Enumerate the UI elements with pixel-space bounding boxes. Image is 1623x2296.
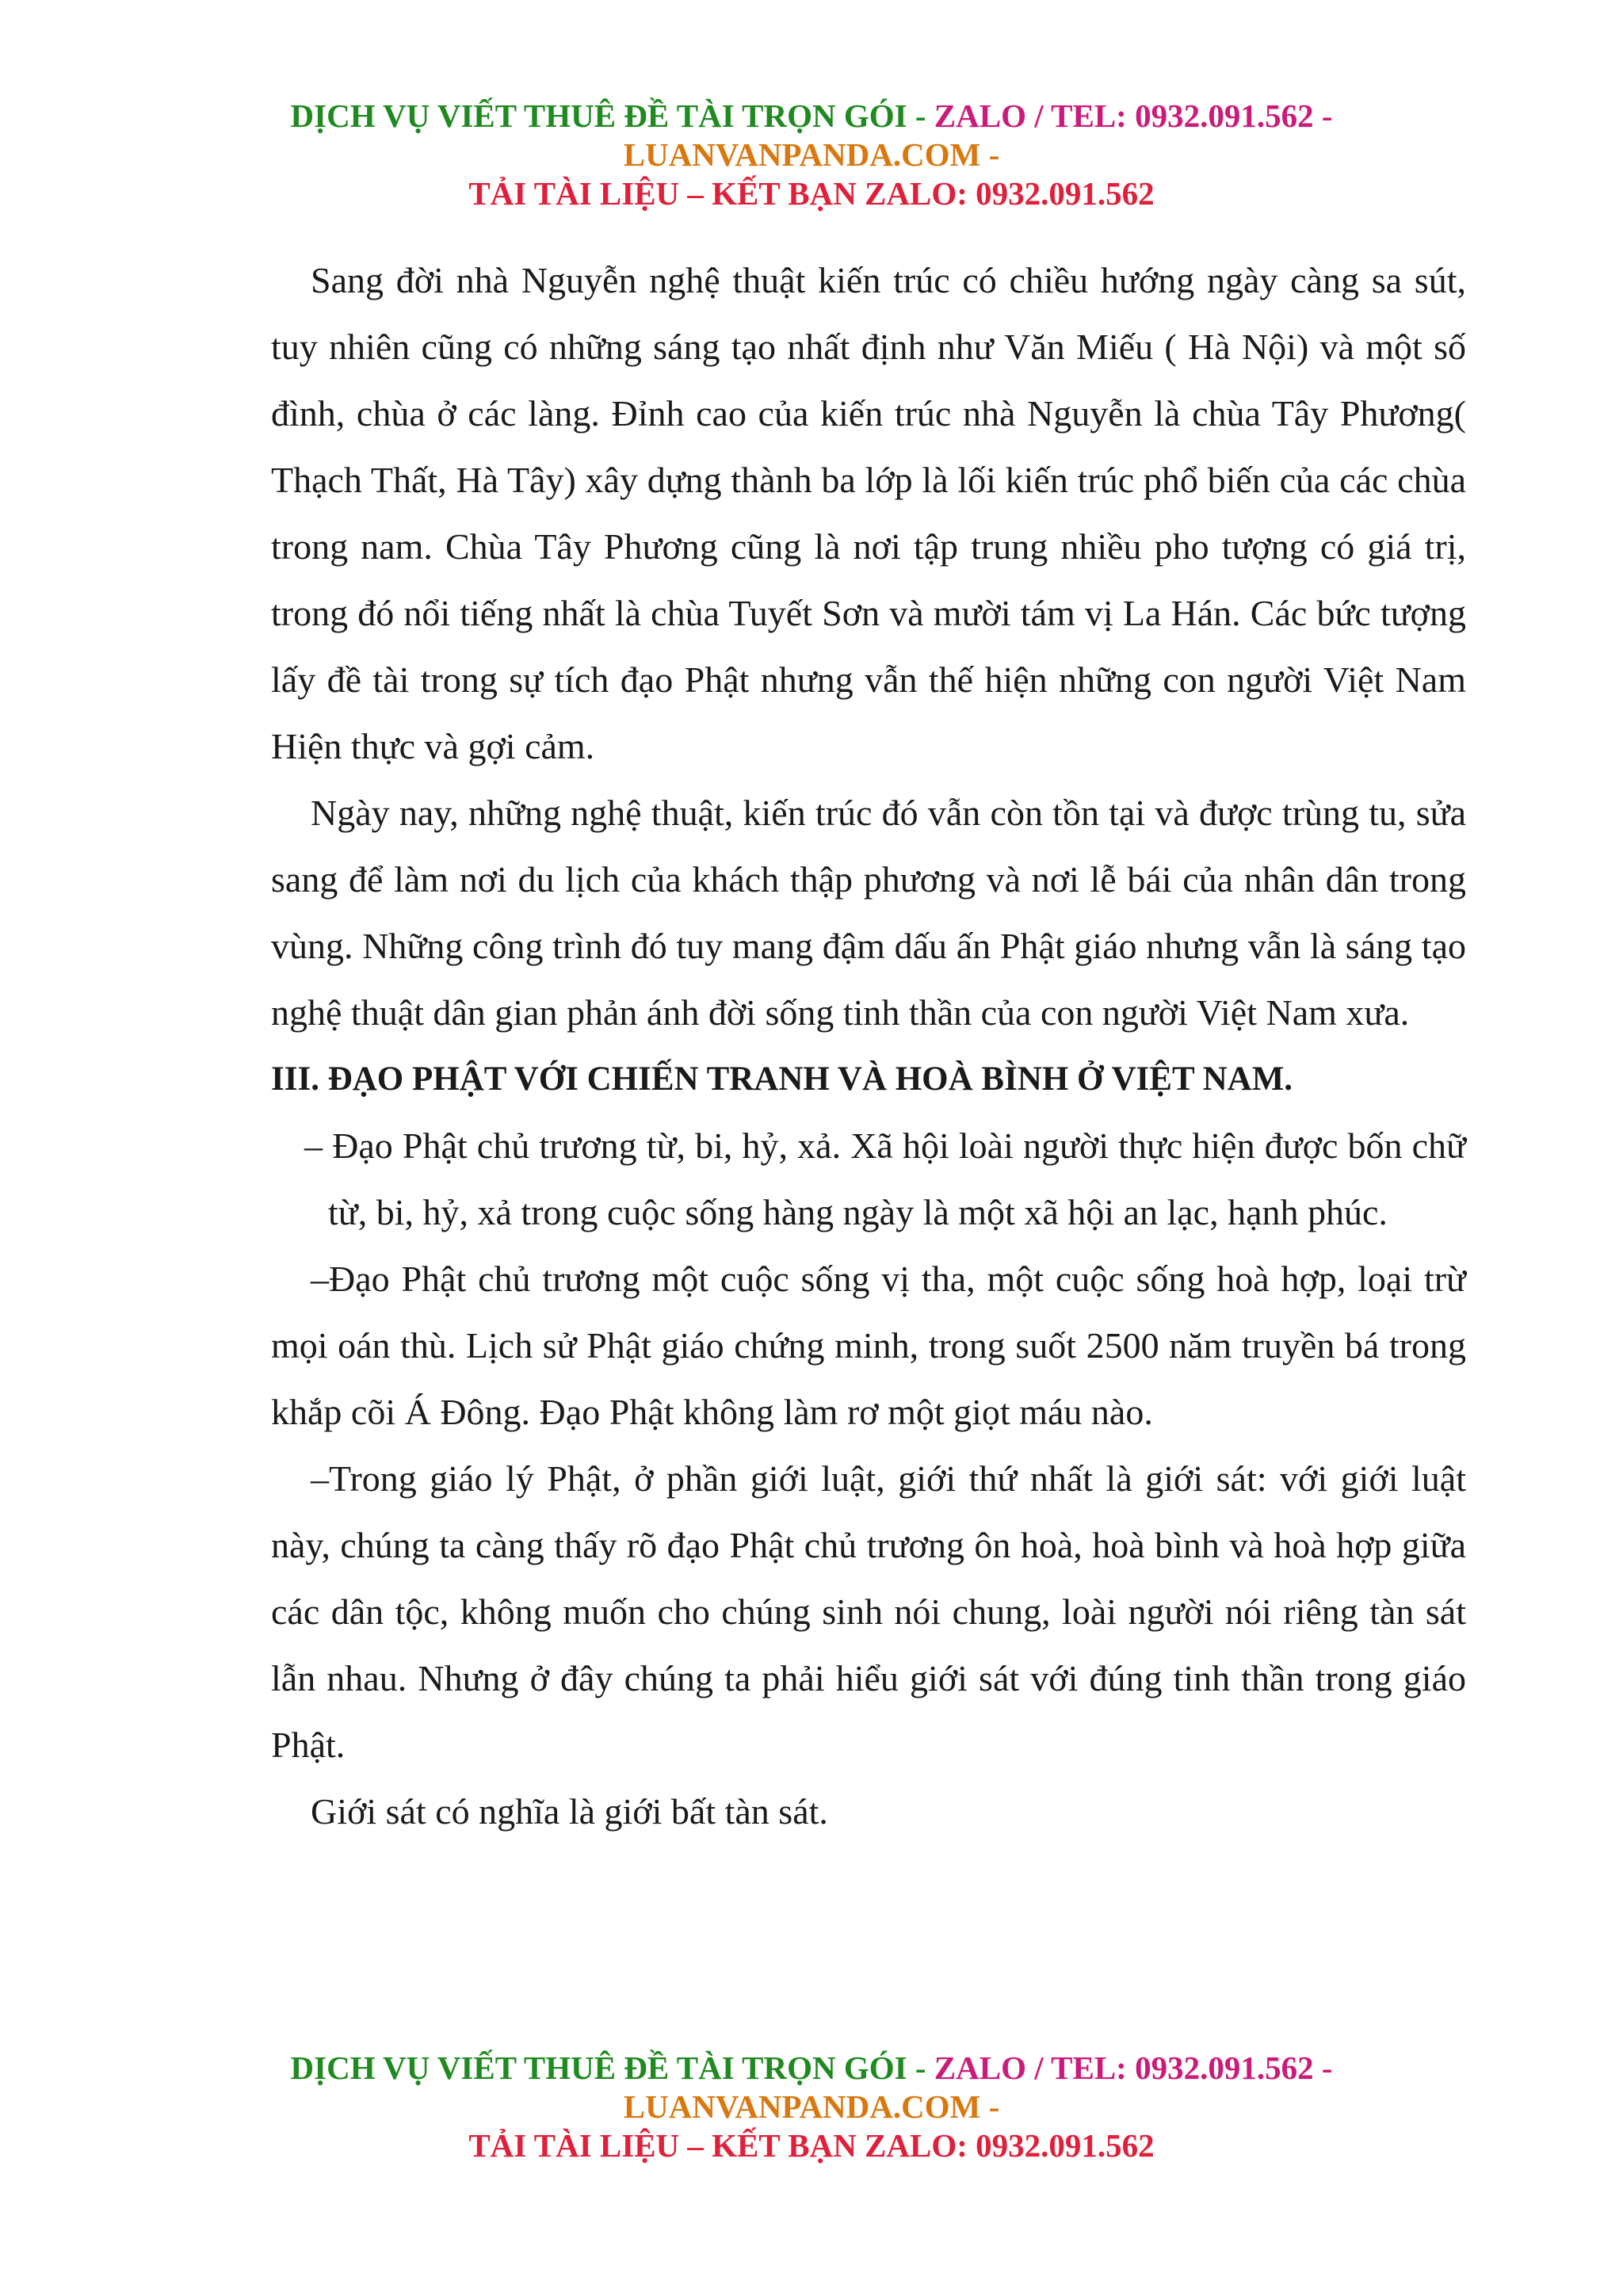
header-download-text: TẢI TÀI LIỆU – KẾT BẠN ZALO: 0932.091.562 bbox=[468, 175, 1155, 212]
footer-download-text: TẢI TÀI LIỆU – KẾT BẠN ZALO: 0932.091.562 bbox=[468, 2127, 1155, 2164]
header-website: LUANVANPANDA.COM - bbox=[623, 136, 1000, 173]
document-body bbox=[271, 247, 1466, 1845]
footer-service-text: DỊCH VỤ VIẾT THUÊ ĐỀ TÀI TRỌN GÓI - bbox=[290, 2050, 934, 2086]
footer-line-1 bbox=[0, 2049, 1623, 2088]
header-contact-text: ZALO / TEL: 0932.091.562 - bbox=[934, 97, 1333, 134]
header-banner bbox=[0, 97, 1623, 213]
footer-website: LUANVANPANDA.COM - bbox=[623, 2088, 1000, 2125]
body-paragraph: Ngày nay, những nghệ thuật, kiến trúc đó vẫn còn tồn tại và được trùng tu, sửa sang để làm nơi du lịch của khách thập phương và nơi lễ bái của nhân dân trong vùng. Những công trình đó tuy mang đậm dấu ấn Phật giáo nhưng vẫn là sáng tạo nghệ thuật dân gian phản ánh đời sống tinh thần của con người Việt Nam xưa. bbox=[271, 793, 1466, 1033]
header-line-1 bbox=[0, 97, 1623, 136]
body-paragraph: Sang đời nhà Nguyễn nghệ thuật kiến trúc có chiều hướng ngày càng sa sút, tuy nhiên cũng có những sáng tạo nhất định như Văn Miếu ( Hà Nội) và một số đình, chùa ở các làng. Đỉnh cao của kiến trúc nhà Nguyễn là chùa Tây Phương( Thạch Thất, Hà Tây) xây dựng thành ba lớp là lối kiến trúc phổ biến của các chùa trong nam. Chùa Tây Phương cũng là nơi tập trung nhiều pho tượng có giá trị, trong đó nổi tiếng nhất là chùa Tuyết Sơn và mười tám vị La Hán. Các bức tượng lấy đề tài trong sự tích đạo Phật nhưng vẫn thế hiện những con người Việt Nam Hiện thực và gợi cảm. bbox=[271, 260, 1466, 766]
header-service-text: DỊCH VỤ VIẾT THUÊ ĐỀ TÀI TRỌN GÓI - bbox=[290, 97, 934, 134]
bullet-item: –Trong giáo lý Phật, ở phần giới luật, giới thứ nhất là giới sát: với giới luật này, chúng ta càng thấy rõ đạo Phật chủ trương ôn hoà, hoà bình và hoà hợp giữa các dân tộc, không muốn cho chúng sinh nói chung, loài người nói riêng tàn sát lẫn nhau. Nhưng ở đây chúng ta phải hiểu giới sát với đúng tinh thần trong giáo Phật. bbox=[271, 1458, 1466, 1765]
bullet-item: –Đạo Phật chủ trương một cuộc sống vị tha, một cuộc sống hoà hợp, loại trừ mọi oán thù. Lịch sử Phật giáo chứng minh, trong suốt 2500 năm truyền bá trong khắp cõi Á Đông. Đạo Phật không làm rơ một giọt máu nào. bbox=[271, 1259, 1466, 1432]
footer-banner bbox=[0, 2049, 1623, 2165]
closing-paragraph: Giới sát có nghĩa là giới bất tàn sát. bbox=[311, 1791, 828, 1832]
section-heading: III. ĐẠO PHẬT VỚI CHIẾN TRANH VÀ HOÀ BÌNH Ở VIỆT NAM. bbox=[271, 1060, 1293, 1098]
footer-contact-text: ZALO / TEL: 0932.091.562 - bbox=[934, 2050, 1333, 2086]
bullet-item: – Đạo Phật chủ trương từ, bi, hỷ, xả. Xã hội loài người thực hiện được bốn chữ từ, bi, hỷ, xả trong cuộc sống hàng ngày là một xã hội an lạc, hạnh phúc. bbox=[304, 1125, 1466, 1232]
